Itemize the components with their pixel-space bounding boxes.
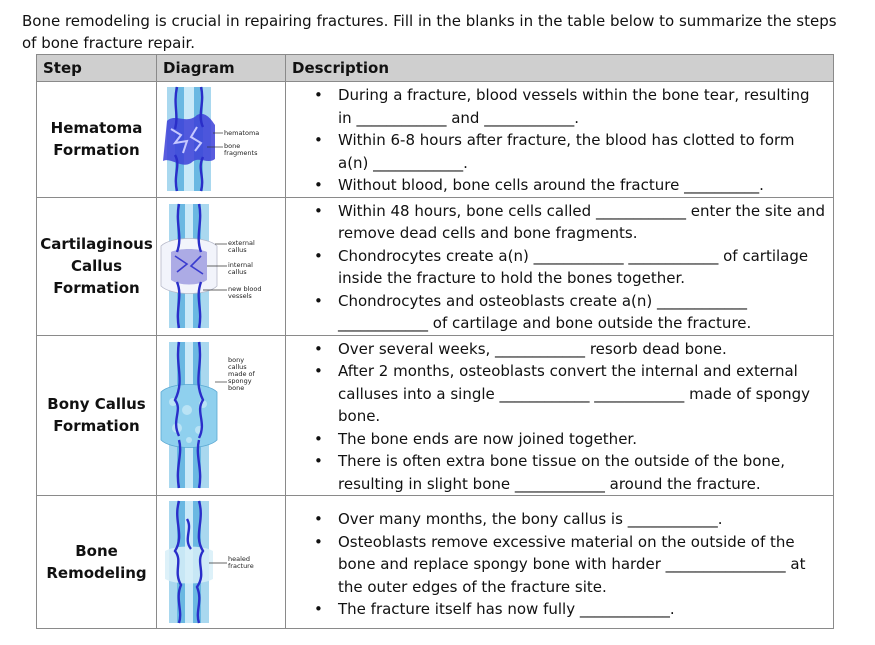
description-list [286, 338, 833, 496]
description-item: • Within 48 hours, bone cells called ____________ enter the site and remove dead cells and bone fragments. [286, 200, 833, 245]
description-cell [286, 197, 834, 335]
step-name-line: Formation [53, 417, 140, 436]
diagram-label: callus [228, 268, 247, 276]
step-name-line: Hematoma [50, 119, 143, 138]
diagram-label: new blood [228, 285, 262, 293]
description-item: • Over several weeks, ____________ resorb dead bone. [286, 338, 833, 361]
description-item: • Osteoblasts remove excessive material on the outside of the bone and replace spongy bone with harder ________________ at the outer edges of the fracture site. [286, 531, 833, 599]
description-cell [286, 82, 834, 198]
table-row-bony-callus [37, 335, 834, 496]
step-name-line: Bone [75, 542, 118, 560]
header-description: Description [286, 55, 834, 82]
diagram-cell [157, 82, 286, 198]
header-diagram: Diagram [157, 55, 286, 82]
description-item: • There is often extra bone tissue on the outside of the bone, resulting in slight bone ____________ around the fracture. [286, 450, 833, 495]
table-row-cartilaginous-callus [37, 197, 834, 335]
table-row-bone-remodeling [37, 496, 834, 629]
table-header-row [37, 55, 834, 82]
table-row-hematoma [37, 82, 834, 198]
step-name-line: Remodeling [46, 564, 147, 582]
diagram-label: internal [228, 261, 253, 269]
diagram-label: bone [228, 384, 245, 393]
diagram-label: external [228, 239, 255, 247]
description-item: • Without blood, bone cells around the fracture __________. [286, 174, 833, 197]
hematoma-diagram [157, 85, 267, 193]
step-name-line: Formation [53, 279, 140, 297]
description-item: • During a fracture, blood vessels within the bone tear, resulting in ____________ and ____________. [286, 84, 833, 129]
bony-callus-diagram [157, 340, 267, 490]
diagram-label: bone [224, 142, 241, 151]
step-name-line: Formation [53, 141, 140, 160]
description-list [286, 84, 833, 197]
description-item: • The fracture itself has now fully ____________. [286, 598, 833, 621]
step-cell [37, 496, 157, 629]
step-name-line: Bony Callus [47, 395, 146, 414]
diagram-label: callus [228, 363, 247, 372]
diagram-label: spongy [228, 377, 252, 386]
step-name-line: Cartilaginous [40, 235, 153, 253]
step-cell [37, 82, 157, 198]
step-name-line: Callus [70, 257, 123, 275]
description-list [286, 508, 833, 621]
description-item: • Chondrocytes create a(n) ____________ ____________ of cartilage inside the fracture to hold the bones together. [286, 245, 833, 290]
diagram-cell [157, 496, 286, 629]
description-item: • After 2 months, osteoblasts convert the internal and external calluses into a single ____________ ____________ made of spongy bone. [286, 360, 833, 428]
description-cell [286, 496, 834, 629]
diagram-label: fragments [224, 149, 258, 158]
bone-remodeling-diagram [157, 499, 267, 625]
diagram-label: fracture [228, 562, 254, 570]
cartilaginous-callus-diagram [157, 202, 267, 330]
instructions-text: Bone remodeling is crucial in repairing fractures. Fill in the blanks in the table below to summarize the steps of bone fracture repair. [22, 12, 837, 52]
description-item: • Over many months, the bony callus is ____________. [286, 508, 833, 531]
diagram-cell [157, 335, 286, 496]
description-cell [286, 335, 834, 496]
description-list [286, 200, 833, 335]
diagram-label: made of [228, 370, 255, 379]
diagram-label: vessels [228, 292, 252, 300]
diagram-label: bony [228, 356, 245, 365]
diagram-label: callus [228, 246, 247, 254]
diagram-label: hematoma [224, 129, 260, 138]
header-step: Step [37, 55, 157, 82]
step-cell [37, 197, 157, 335]
diagram-cell [157, 197, 286, 335]
description-item: • Chondrocytes and osteoblasts create a(n) ____________ ____________ of cartilage and bone outside the fracture. [286, 290, 833, 335]
step-cell [37, 335, 157, 496]
description-item: • The bone ends are now joined together. [286, 428, 833, 451]
fracture-repair-table [36, 54, 834, 629]
description-item: • Within 6-8 hours after fracture, the blood has clotted to form a(n) ____________. [286, 129, 833, 174]
diagram-label: healed [228, 555, 251, 563]
